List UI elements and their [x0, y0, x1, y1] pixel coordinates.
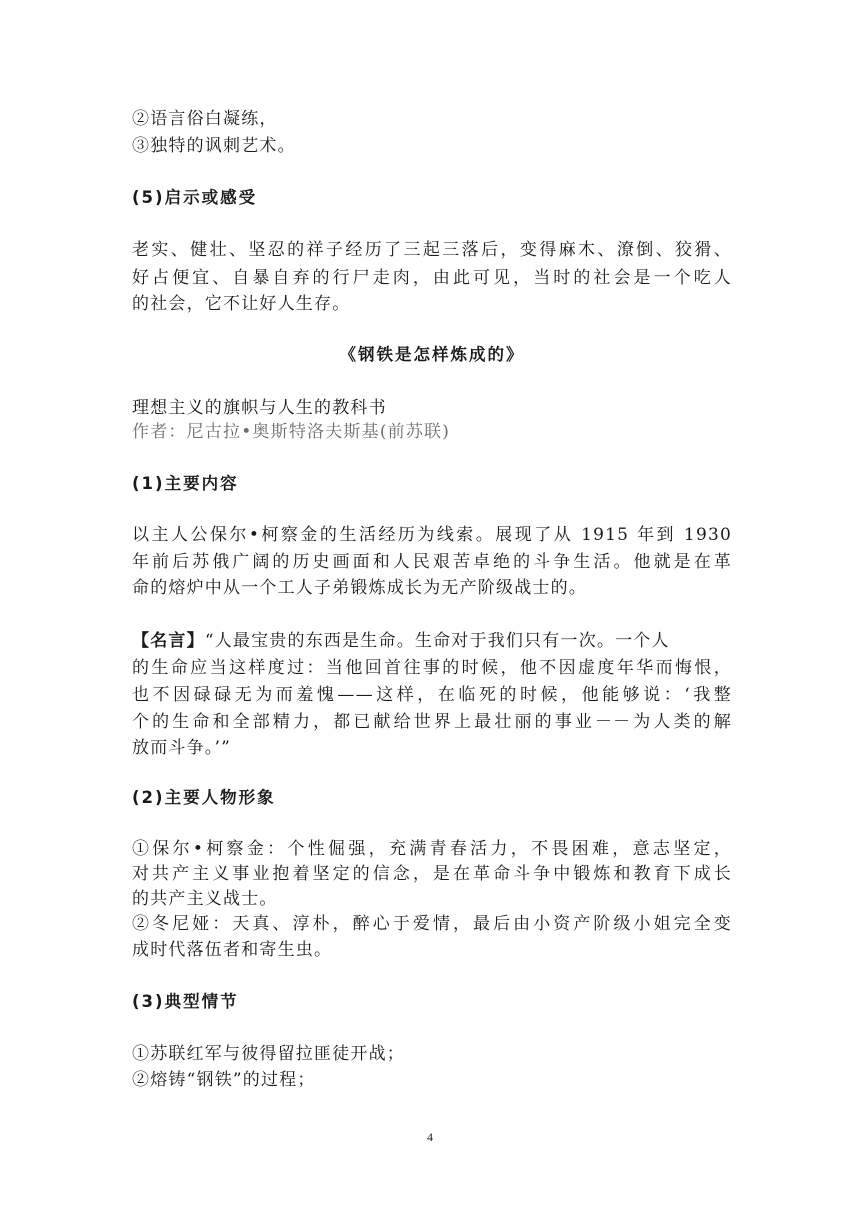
book-subtitle: 理想主义的旗帜与人生的教科书 — [132, 398, 387, 418]
paragraph-line: 命的熔炉中从一个工人子弟锻炼成长为无产阶级战士的。 — [132, 578, 587, 598]
paragraph-line: 好占便宜、自暴自弃的行尸走肉，由此可见，当时的社会是一个吃人 — [132, 268, 732, 288]
paragraph-line: 老实、健壮、坚忍的祥子经历了三起三落后，变得麻木、潦倒、狡猾、 — [132, 240, 732, 260]
author-line: 作者：尼古拉•奥斯特洛夫斯基(前苏联) — [132, 422, 451, 442]
section-heading: (3)典型情节 — [132, 992, 239, 1011]
paragraph-line: 以主人公保尔•柯察金的生活经历为线索。展现了从 1915 年到 1930 — [132, 525, 732, 545]
paragraph-line: ①保尔•柯察金：个性倔强，充满青春活力，不畏困难，意志坚定， — [132, 839, 732, 859]
paragraph-line: 的社会，它不让好人生存。 — [132, 294, 351, 314]
quote-line: 放而斗争。’” — [132, 738, 231, 758]
quote-text: “人最宝贵的东西是生命。生命对于我们只有一次。一个人 — [204, 631, 670, 651]
quote-label: 【名言】 — [132, 631, 205, 651]
section-heading: (5)启示或感受 — [132, 188, 258, 207]
section-heading: (1)主要内容 — [132, 474, 239, 493]
list-item: ③独特的讽刺艺术。 — [132, 136, 296, 156]
paragraph-line: 对共产主义事业抱着坚定的信念，是在革命斗争中锻炼和教育下成长 — [132, 864, 732, 884]
quote-line: 个的生命和全部精力，都已献给世界上最壮丽的事业－－为人类的解 — [132, 712, 732, 732]
paragraph-line: 成时代落伍者和寄生虫。 — [132, 940, 333, 960]
quote-first-line — [132, 629, 670, 653]
list-item: ②熔铸“钢铁”的过程； — [132, 1070, 316, 1090]
section-heading: (2)主要人物形象 — [132, 788, 276, 807]
list-item: ②语言俗白凝练， — [132, 109, 278, 129]
page-number: 4 — [427, 1130, 433, 1144]
list-item: ①苏联红军与彼得留拉匪徒开战； — [132, 1044, 405, 1064]
paragraph-line: 的共产主义战士。 — [132, 889, 278, 909]
quote-line: 也不因碌碌无为而羞愧——这样，在临死的时候，他能够说：‘我整 — [132, 685, 732, 705]
paragraph-line: 年前后苏俄广阔的历史画面和人民艰苦卓绝的斗争生活。他就是在革 — [132, 552, 732, 572]
paragraph-line: ②冬尼娅：天真、淳朴，醉心于爱情，最后由小资产阶级小姐完全变 — [132, 914, 732, 934]
book-title: 《钢铁是怎样炼成的》 — [339, 345, 525, 364]
quote-line: 的生命应当这样度过：当他回首往事的时候，他不因虚度年华而悔恨， — [132, 658, 732, 678]
